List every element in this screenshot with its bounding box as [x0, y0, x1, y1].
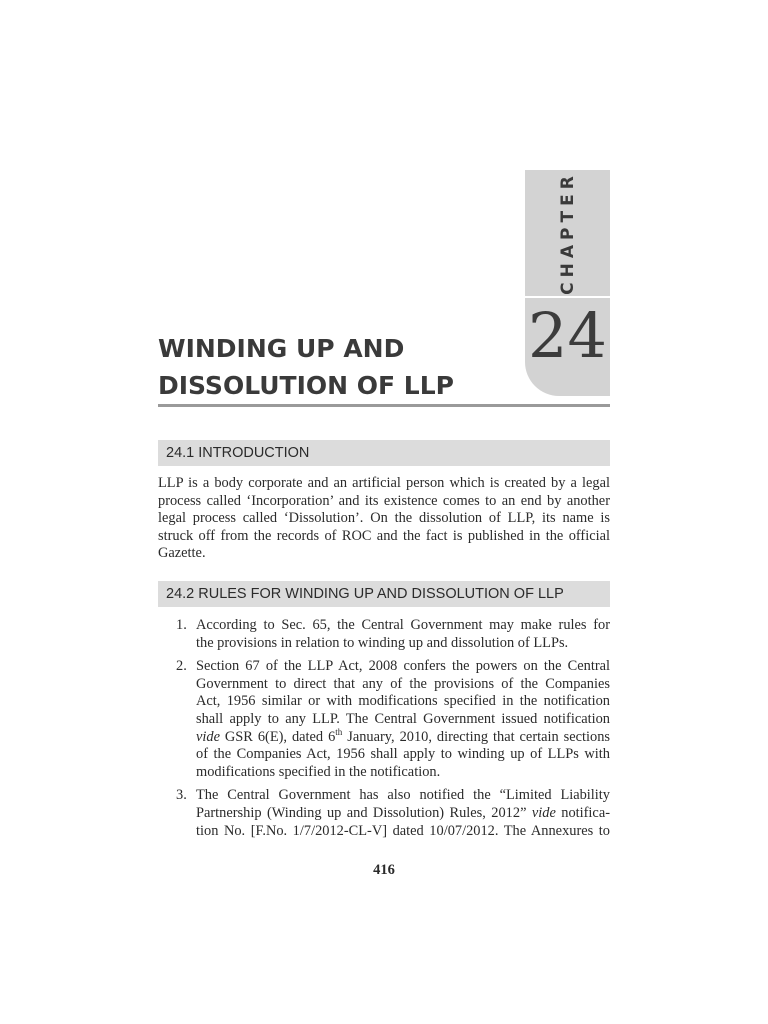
- superscript: th: [335, 726, 343, 737]
- text-line: process called ‘Incorporation’ and its existence comes to an end by another: [158, 492, 610, 509]
- page-number: 416: [373, 862, 395, 878]
- text-line: LLP is a body corporate and an artificial person which is created by a legal: [158, 475, 610, 491]
- title-rule: [158, 404, 610, 407]
- text-line: According to Sec. 65, the Central Government may make rules for: [196, 617, 610, 633]
- italic-text: vide: [196, 728, 220, 745]
- text-line: tion No. [F.No. 1/7/2012-CL-V] dated 10/07/2012. The Annexures to: [196, 822, 610, 839]
- text-line: the provisions in relation to winding up and dissolution of LLPs.: [196, 634, 569, 651]
- text-fragment: Partnership (Winding up and Dissolution) Rules, 2012”: [196, 804, 532, 821]
- list-item-number: 3.: [176, 787, 187, 804]
- list-item-number: 2.: [176, 658, 187, 675]
- text-line: modifications specified in the notification.: [196, 763, 441, 780]
- chapter-title: [158, 330, 518, 404]
- text-fragment: GSR 6(E), dated 6: [219, 728, 336, 745]
- chapter-label: CHAPTER: [557, 171, 578, 295]
- text-line: of the Companies Act, 1956 shall apply to winding up of LLPs with: [196, 746, 610, 763]
- list-item: [158, 617, 610, 652]
- list-item: [158, 787, 610, 840]
- text-line: Section 67 of the LLP Act, 2008 confers the powers on the Central: [196, 658, 610, 675]
- text-fragment: January, 2010, directing that certain sections: [342, 728, 610, 745]
- list-item-number: 1.: [176, 617, 187, 633]
- text-fragment: notifica-: [555, 804, 610, 821]
- text-line: [196, 726, 610, 747]
- chapter-number: 24: [528, 299, 607, 372]
- italic-text: vide: [531, 804, 556, 821]
- section-heading-introduction: 24.1 INTRODUCTION: [158, 440, 610, 466]
- text-line: [196, 805, 610, 823]
- text-line: The Central Government has also notified the “Limited Liability: [196, 787, 610, 804]
- text-line: Act, 1956 similar or with modifications specified in the notification: [196, 693, 610, 710]
- rules-list: [158, 617, 610, 846]
- text-line: shall apply to any LLP. The Central Government issued notification: [196, 710, 610, 727]
- text-line: Government to direct that any of the provisions of the Companies: [196, 675, 610, 692]
- chapter-title-line: WINDING UP AND: [158, 334, 405, 363]
- text-line: struck off from the records of ROC and the fact is published in the official: [158, 527, 610, 544]
- list-item: [158, 658, 610, 781]
- text-line: Gazette.: [158, 545, 206, 562]
- text-line: legal process called ‘Dissolution’. On the dissolution of LLP, its name is: [158, 510, 610, 527]
- introduction-paragraph: [158, 475, 610, 563]
- chapter-label-box: [525, 170, 610, 296]
- section-heading-rules: 24.2 RULES FOR WINDING UP AND DISSOLUTION OF LLP: [158, 581, 610, 607]
- chapter-title-line: DISSOLUTION OF LLP: [158, 371, 454, 400]
